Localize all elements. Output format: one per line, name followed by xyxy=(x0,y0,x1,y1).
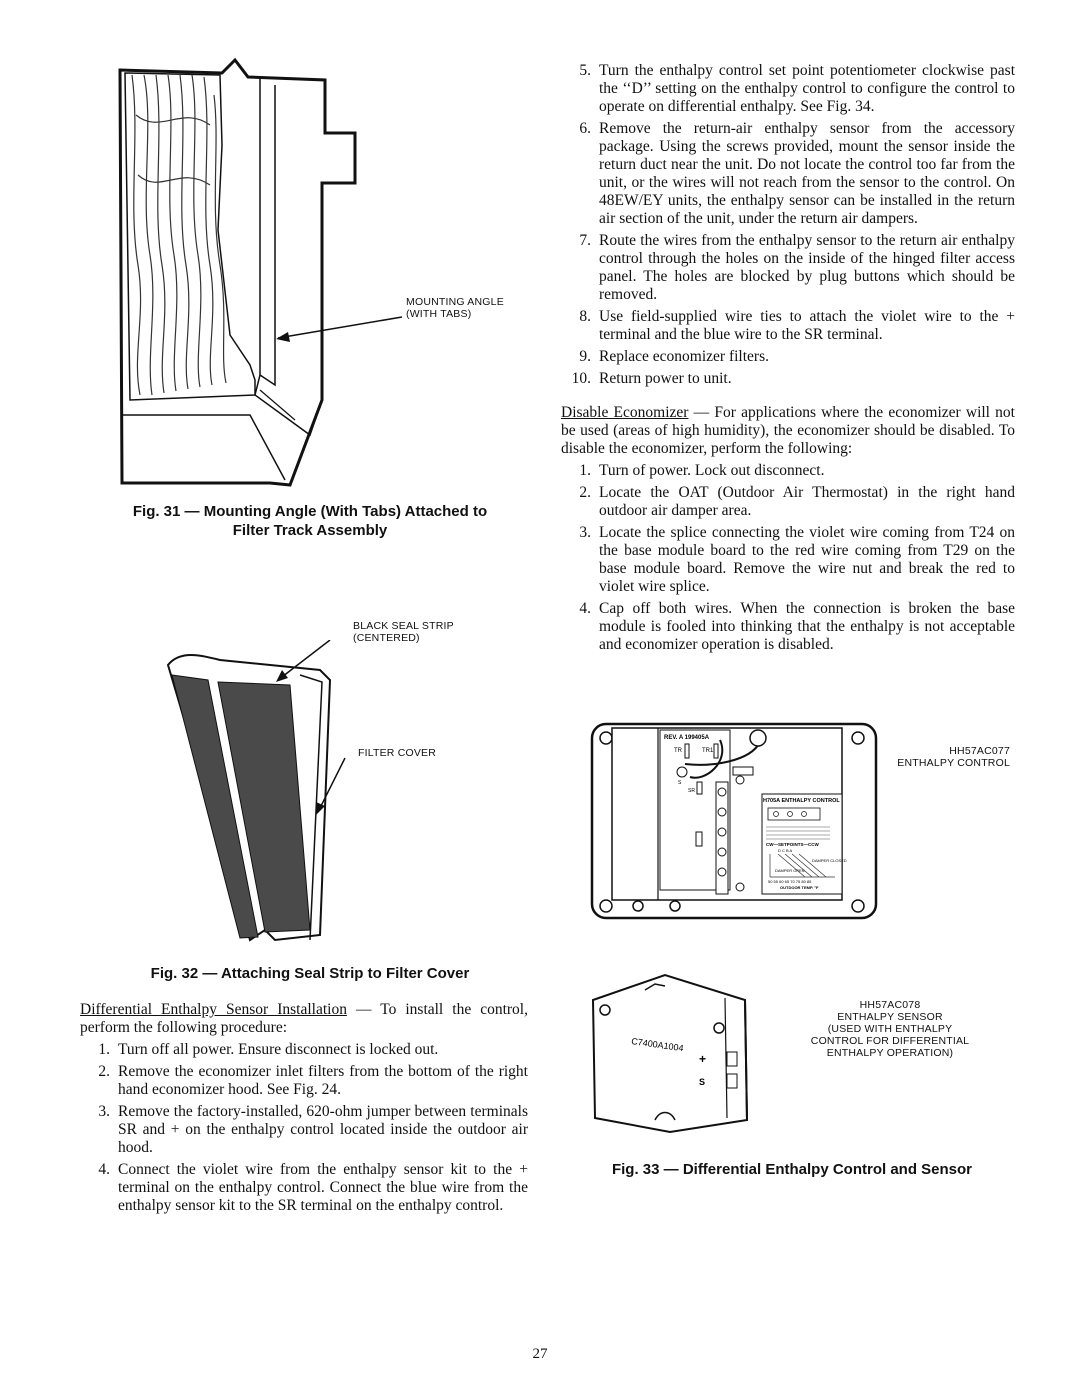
control-damper-closed-text: DAMPER CLOSED xyxy=(812,858,847,863)
fig31-illustration xyxy=(110,55,510,495)
list-item: 5. Turn the enthalpy control set point potentiometer clockwise past the ‘‘D’’ setting on the enthalpy control to configure the control to operate on differential enthalpy. See Fig. 34. xyxy=(579,62,1015,115)
list-item: 3. Locate the splice connecting the violet wire coming from T24 on the base module board to the red wire coming from T29 on the base module board. Remove the wire nut and break the red to violet wire splice. xyxy=(579,524,1015,595)
enthalpy-control-illustration xyxy=(590,722,880,922)
control-rev-text: REV. A 199405A xyxy=(664,735,710,741)
control-dcba-text: D C B A xyxy=(778,848,793,853)
sensor-part-number: C7400A1004 xyxy=(630,1036,685,1054)
control-setpoints-text: CW—SETPOINTS—CCW xyxy=(766,842,819,847)
control-sr-text: SR xyxy=(688,788,695,794)
list-item: 9. Replace economizer filters. xyxy=(579,348,769,365)
fig31-label-mounting-angle: MOUNTING ANGLE (WITH TABS) xyxy=(406,296,504,320)
sensor-label: HH57AC078 ENTHALPY SENSOR (USED WITH ENTHALPY CONTROL FOR DIFFERENTIAL ENTHALPY OPERATION) xyxy=(810,999,970,1059)
sensor-plus-text: + xyxy=(699,1052,707,1066)
page-number: 27 xyxy=(532,1346,548,1362)
control-title-text: H705A ENTHALPY CONTROL xyxy=(763,798,840,804)
fig33-caption: Fig. 33 — Differential Enthalpy Control and Sensor xyxy=(611,1161,973,1178)
fig32-caption: Fig. 32 — Attaching Seal Strip to Filter Cover xyxy=(150,965,470,982)
list-item: 7. Route the wires from the enthalpy sensor to the return air enthalpy control through the holes on the inside of the hinged filter access panel. The holes are blocked by plug buttons which should be removed. xyxy=(579,232,1015,303)
list-item: 8. Use field-supplied wire ties to attach the violet wire to the + terminal and the blue wire to the SR terminal. xyxy=(579,308,1015,343)
control-outdoor-text: OUTDOOR TEMP. °F xyxy=(780,885,819,890)
control-label: HH57AC077 ENTHALPY CONTROL xyxy=(897,745,1010,769)
disable-economizer-heading: Disable Economizer xyxy=(561,404,689,421)
control-xticks-text: 50 55 60 65 70 75 80 85 xyxy=(768,879,812,884)
fig32-illustration xyxy=(150,640,450,950)
control-s-text: S xyxy=(678,780,682,786)
control-tr1-text: TR1 xyxy=(702,748,714,754)
diff-enthalpy-intro: Differential Enthalpy Sensor Installation — To install the control, perform the following procedure: xyxy=(80,1001,528,1036)
control-damper-open-text: DAMPER OPEN xyxy=(775,868,805,873)
disable-economizer-intro: Disable Economizer — For applications where the economizer will not be used (areas of high humidity), the economizer should be disabled. To disable the economizer, perform the following: xyxy=(561,404,1015,457)
control-tr-text: TR xyxy=(674,748,682,754)
right-column-text xyxy=(561,62,1015,658)
fig32-label-filter-cover: FILTER COVER xyxy=(358,747,437,759)
list-item: 1. Turn off all power. Ensure disconnect is locked out. xyxy=(98,1041,439,1058)
list-item: 6. Remove the return-air enthalpy sensor from the accessory package. Using the screws provided, mount the sensor inside the return duct near the unit. Do not locate the control too far from the unit, or the wires will not reach from the sensor to the control. On 48EW/EY units, the enthalpy sensor can be installed in the return air section of the unit, under the return air dampers. xyxy=(579,120,1015,227)
left-column-text xyxy=(80,1001,528,1219)
diff-enthalpy-heading: Differential Enthalpy Sensor Installation xyxy=(80,1001,347,1018)
list-item: 1. Turn of power. Lock out disconnect. xyxy=(579,462,825,479)
list-item: 3. Remove the factory-installed, 620-ohm jumper between terminals SR and + on the enthalpy control located inside the outdoor air hood. xyxy=(98,1103,528,1156)
fig32-label-seal-strip: BLACK SEAL STRIP (CENTERED) xyxy=(353,620,454,644)
list-item: 10. Return power to unit. xyxy=(571,370,732,387)
list-item: 2. Locate the OAT (Outdoor Air Thermostat) in the right hand outdoor air damper area. xyxy=(579,484,1015,519)
list-item: 4. Connect the violet wire from the enthalpy sensor kit to the + terminal on the enthalpy control. Connect the blue wire from the enthalpy sensor kit to the SR terminal on the enthalpy control. xyxy=(98,1161,528,1214)
list-item: 4. Cap off both wires. When the connection is broken the base module is fooled into thinking that the enthalpy is not acceptable and economizer operation is disabled. xyxy=(579,600,1015,653)
enthalpy-sensor-illustration xyxy=(585,970,765,1138)
fig31-caption: Fig. 31 — Mounting Angle (With Tabs) Attached to Filter Track Assembly xyxy=(132,503,488,539)
list-item: 2. Remove the economizer inlet filters from the bottom of the right hand economizer hood. See Fig. 24. xyxy=(98,1063,528,1098)
sensor-s-text: S xyxy=(699,1077,706,1087)
